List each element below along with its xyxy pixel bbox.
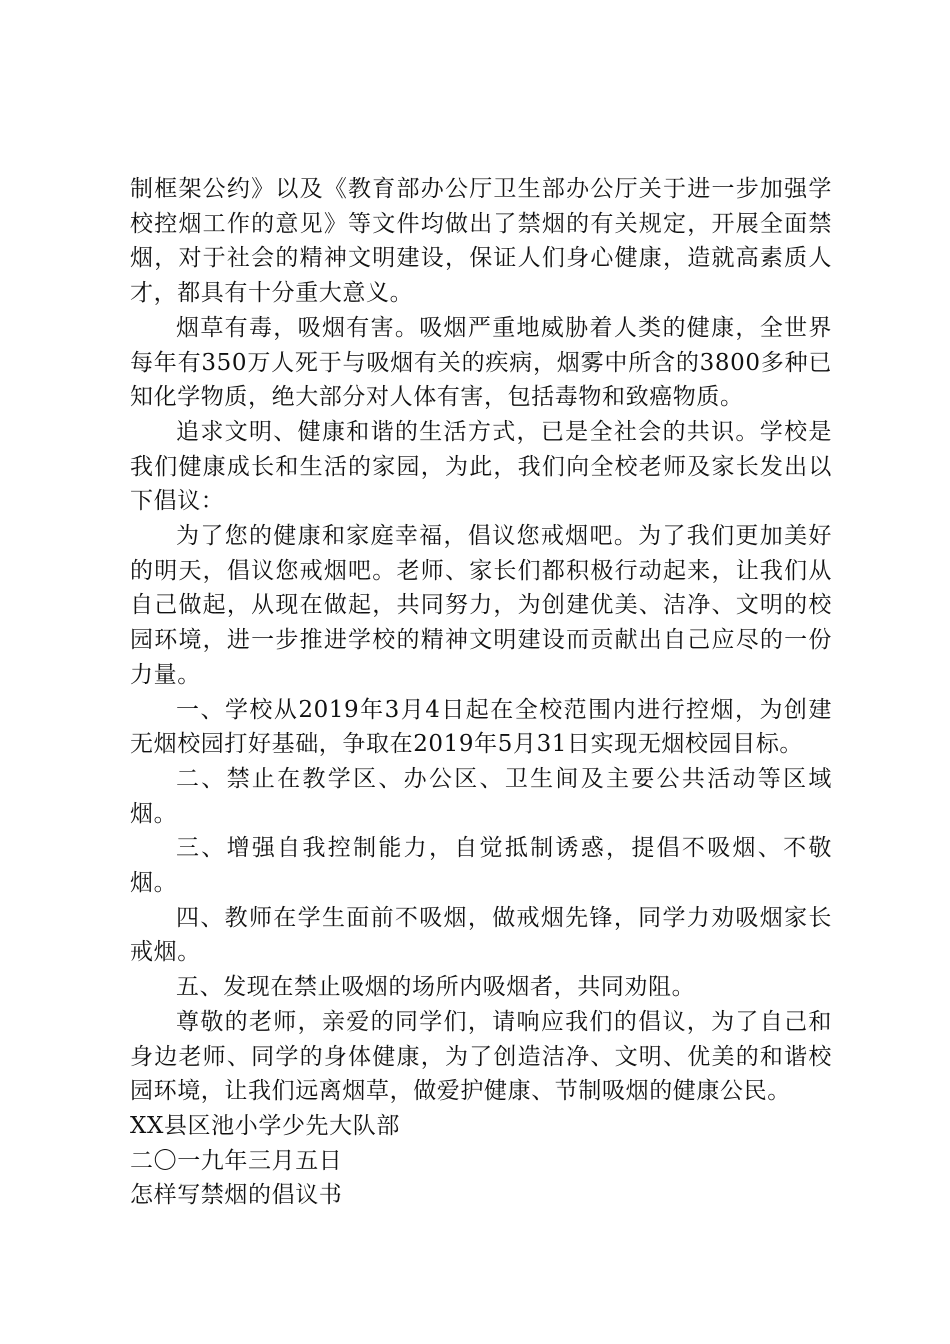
signature-organization: XX县区池小学少先大队部	[130, 1112, 400, 1139]
paragraph-intro: 制框架公约》以及《教育部办公厅卫生部办公厅关于进一步加强学校控烟工作的意见》等文件均做出了禁烟的有关规定，开展全面禁烟，对于社会的精神文明建设，保证人们身心健康，造就高素质人才，都具有十分重大意义。	[130, 176, 832, 307]
paragraph-harm: 烟草有毒，吸烟有害。吸烟严重地威胁着人类的健康，全世界每年有350万人死于与吸烟有关的疾病，烟雾中所含的3800多种已知化学物质，绝大部分对人体有害，包括毒物和致癌物质。	[130, 314, 832, 411]
paragraph-appeal: 为了您的健康和家庭幸福，倡议您戒烟吧。为了我们更加美好的明天，倡议您戒烟吧。老师、家长们都积极行动起来，让我们从自己做起，从现在做起，共同努力，为创建优美、洁净、文明的校园环境，进一步推进学校的精神文明建设而贡献出自己应尽的一份力量。	[130, 523, 832, 688]
proposal-item-1: 一、学校从2019年3月4日起在全校范围内进行控烟，为创建无烟校园打好基础，争取在2019年5月31日实现无烟校园目标。	[130, 696, 832, 758]
next-section-title: 怎样写禁烟的倡议书	[130, 1182, 343, 1209]
proposal-item-2: 二、禁止在教学区、办公区、卫生间及主要公共活动等区域烟。	[130, 765, 832, 827]
proposal-item-5: 五、发现在禁止吸烟的场所内吸烟者，共同劝阻。	[176, 974, 696, 1001]
document-body	[130, 172, 832, 1213]
paragraph-consensus: 追求文明、健康和谐的生活方式，已是全社会的共识。学校是我们健康成长和生活的家园，为此，我们向全校老师及家长发出以下倡议：	[130, 418, 832, 515]
paragraph-closing: 尊敬的老师，亲爱的同学们，请响应我们的倡议，为了自己和身边老师、同学的身体健康，为了创造洁净、文明、优美的和谐校园环境，让我们远离烟草，做爱护健康、节制吸烟的健康公民。	[130, 1008, 832, 1105]
signature-date: 二〇一九年三月五日	[130, 1147, 343, 1174]
proposal-item-4: 四、教师在学生面前不吸烟，做戒烟先锋，同学力劝吸烟家长戒烟。	[130, 904, 832, 966]
proposal-item-3: 三、增强自我控制能力，自觉抵制诱惑，提倡不吸烟、不敬烟。	[130, 835, 832, 897]
